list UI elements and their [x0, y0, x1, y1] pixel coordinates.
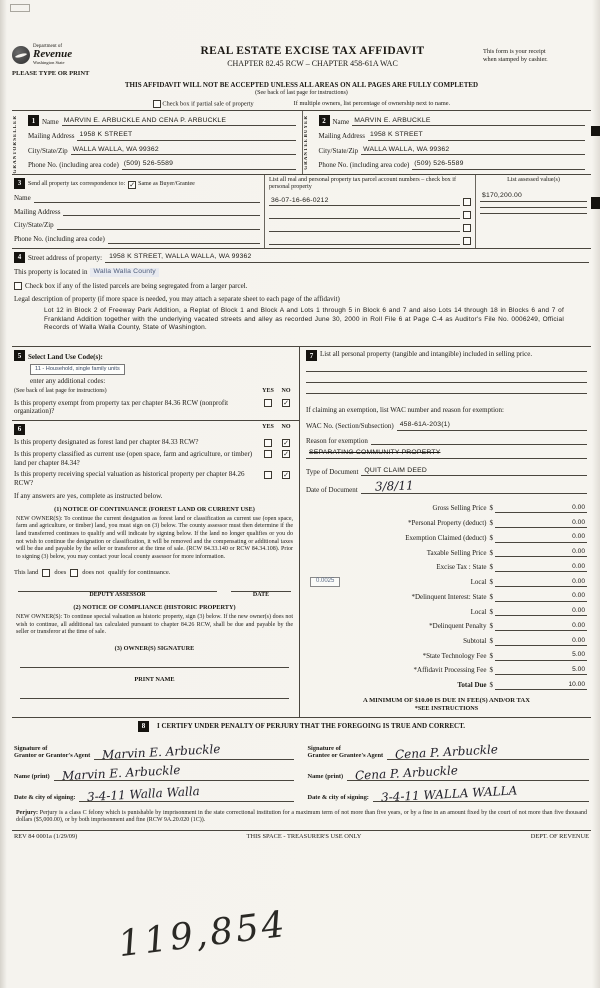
personal-property-line[interactable]	[306, 382, 587, 383]
scan-artifact	[10, 4, 30, 12]
historic-yes-checkbox[interactable]	[264, 471, 272, 479]
dollar-sign: $	[489, 548, 493, 557]
partial-sale-checkbox[interactable]	[153, 100, 161, 108]
state-technology-fee-label: *State Technology Fee	[422, 651, 487, 660]
delinquent-interest-local-label: Local	[470, 607, 487, 616]
date-label: DATE	[252, 591, 270, 598]
gross-selling-price-value: 0.00	[572, 503, 585, 511]
perjury-text: Perjury is a class C felony which is punishable by imprisonment in the state correctional institution for a maximum term of not more than five years, or by a fine in an amount fixed by the court of not more than five thousand dollars ($5,000.00), or by both imprisonment and fine (RCW 9A.20.020 (1C)).	[16, 809, 587, 824]
subtotal-label: Subtotal	[463, 637, 487, 646]
grantor-signature-field[interactable]	[94, 741, 293, 762]
grantee-date-city-label: Date & city of signing:	[307, 794, 369, 802]
personal-property-deduct-field[interactable]	[495, 518, 587, 528]
delinquent-penalty-field[interactable]	[495, 621, 587, 631]
dollar-sign: $	[489, 607, 493, 616]
personal-property-line[interactable]	[306, 393, 587, 394]
forest-yes-checkbox[interactable]	[264, 439, 272, 447]
dollar-sign: $	[489, 651, 493, 660]
partial-sale-option	[153, 100, 254, 108]
historic-no-checkbox[interactable]	[282, 471, 290, 479]
print-name-heading: PRINT NAME	[134, 675, 175, 683]
excise-tax-local-label: Local	[470, 578, 487, 587]
see-back-note-5: (See back of last page for instructions)	[14, 388, 107, 395]
section1-number: 1	[28, 115, 39, 126]
notice-compliance-title: (2) NOTICE OF COMPLIANCE (HISTORIC PROPERTY)	[73, 604, 236, 612]
same-as-buyer-checkbox[interactable]	[128, 181, 136, 189]
no-header: NO	[281, 424, 291, 431]
excise-tax-local-field[interactable]	[495, 577, 587, 587]
registration-mark	[591, 126, 600, 136]
located-in-label: This property is located in	[14, 267, 88, 276]
assessed-value-field[interactable]	[480, 213, 587, 214]
personal-property-checkbox-1[interactable]	[463, 198, 471, 206]
street-address-field[interactable]: 1958 K STREET, WALLA WALLA, WA 99362	[105, 253, 255, 262]
logo-name-text: Revenue	[33, 48, 73, 61]
subtotal-field[interactable]	[495, 636, 587, 646]
form-header	[12, 44, 591, 78]
corr-name-field[interactable]	[34, 202, 260, 203]
section5-number: 5	[14, 350, 25, 361]
deputy-assessor-label: DEPUTY ASSESSOR	[89, 591, 146, 598]
grantor-date-city-label: Date & city of signing:	[14, 794, 76, 802]
grantor-date-city-handwriting: 3-4-11 Walla Walla	[87, 783, 201, 804]
grantee-print-name-label: Name (print)	[307, 773, 344, 781]
parties-section	[12, 110, 591, 173]
grantor-signature-label	[14, 745, 90, 760]
segregated-label: Check box if any of the listed parcels are being segregated from a larger parcel.	[25, 281, 248, 290]
buyer-phone-label: Phone No. (including area code)	[318, 161, 410, 170]
seller-city-field[interactable]: WALLA WALLA, WA 99362	[71, 146, 296, 155]
buyer-mailing-field[interactable]: 1958 K STREET	[368, 131, 585, 140]
delinquent-penalty-value: 0.00	[572, 621, 585, 629]
excise-tax-local-value: 0.00	[572, 577, 585, 585]
buyer-mailing-label: Mailing Address	[318, 132, 365, 141]
land-use-section	[12, 347, 299, 421]
grantee-date-city-field[interactable]	[373, 783, 589, 805]
same-as-buyer-label: Same as Buyer/Grantee	[138, 181, 195, 188]
check-mark: ✓	[129, 180, 136, 189]
section8-number: 8	[138, 721, 149, 732]
corr-mailing-field[interactable]	[63, 215, 260, 216]
current-use-no-checkbox[interactable]	[282, 450, 290, 458]
does-label: does	[54, 568, 67, 576]
doc-date-label: Date of Document	[306, 485, 358, 494]
grantor-date-city-field[interactable]	[79, 783, 293, 804]
additional-codes-label: enter any additional codes:	[30, 377, 106, 386]
buyer-word: BUYER	[303, 115, 309, 138]
grantor-signature-label-line2: Grantor or Grantor's Agent	[14, 752, 91, 760]
reason-exemption-label: Reason for exemption	[306, 436, 368, 445]
grantee-signature-label	[308, 745, 384, 760]
exemption-claimed-value: 0.00	[572, 533, 585, 541]
treasurer-use-label: THIS SPACE - TREASURER'S USE ONLY	[246, 833, 362, 841]
completion-warning: THIS AFFIDAVIT WILL NOT BE ACCEPTED UNLESS ALL AREAS ON ALL PAGES ARE FULLY COMPLETED	[124, 80, 479, 89]
excise-tax-state-value: 0.00	[572, 562, 585, 570]
logo-sub-text: Washington State	[33, 60, 65, 66]
gross-selling-price-field[interactable]	[495, 503, 587, 513]
seller-phone-field[interactable]: (509) 526-5589	[122, 160, 296, 169]
grantee-signature-label-line1: Signature of	[307, 744, 341, 752]
current-use-question: Is this property classified as current use (open space, farm and agriculture, or timber) land per chapter 84.34?	[14, 449, 253, 467]
grantee-date-city-handwriting: 3-4-11 WALLA WALLA	[380, 783, 518, 805]
legal-description-label: Legal description of property (if more space is needed, you may attach a separate sheet to each page of the affidavit)	[14, 295, 340, 304]
tax-correspondence-section	[12, 174, 591, 248]
gross-selling-price-label: Gross Selling Price	[432, 504, 487, 513]
exempt-yes-checkbox[interactable]	[264, 399, 272, 407]
form-subtitle: CHAPTER 82.45 RCW – CHAPTER 458-61A WAC	[227, 59, 398, 69]
multiple-owners-note: If multiple owners, list percentage of ownership next to name.	[293, 100, 451, 108]
logo-dept-text: Department of	[33, 44, 63, 49]
buyer-city-field[interactable]: WALLA WALLA, WA 99362	[361, 146, 585, 155]
yes-header: YES	[262, 424, 274, 431]
taxable-selling-price-field[interactable]	[495, 547, 587, 557]
seller-phone-label: Phone No. (including area code)	[28, 161, 119, 170]
grantee-print-name-handwriting: Cena P. Arbuckle	[354, 762, 459, 783]
corr-phone-field[interactable]	[108, 243, 260, 244]
delinquent-interest-local-field[interactable]	[495, 606, 587, 616]
land-use-code-select[interactable]: 11 - Household, single family units	[30, 364, 125, 375]
grantee-print-name-field[interactable]	[347, 762, 589, 783]
total-due-field[interactable]	[495, 680, 587, 690]
segregated-checkbox[interactable]	[14, 282, 22, 290]
print-name-line[interactable]	[20, 698, 289, 699]
reason-exemption-line[interactable]	[371, 444, 587, 445]
local-tax-rate-box: 0.0025	[310, 577, 340, 587]
delinquent-interest-state-label: *Delinquent Interest: State	[411, 592, 487, 601]
seller-name-field[interactable]: MARVIN E. ARBUCKLE AND CENA P. ARBUCKLE	[62, 117, 296, 126]
see-instructions-note: *SEE INSTRUCTIONS	[414, 705, 479, 713]
yes-header: YES	[262, 388, 274, 395]
land-use-title: Select Land Use Code(s):	[28, 352, 103, 361]
if-yes-note: If any answers are yes, complete as instructed below.	[14, 491, 163, 500]
dollar-sign: $	[489, 681, 493, 690]
excise-tax-table	[306, 498, 587, 690]
assessed-value-field[interactable]	[480, 207, 587, 208]
exemption-claimed-label: Exemption Claimed (deduct)	[405, 533, 487, 542]
parcel-number-field[interactable]	[269, 231, 460, 232]
assessed-value-field[interactable]: $170,200.00	[480, 192, 587, 201]
dollar-sign: $	[489, 504, 493, 513]
corr-city-label: City/State/Zip	[14, 221, 54, 230]
revenue-logo-icon	[12, 46, 30, 64]
check-mark: ✓	[283, 438, 289, 447]
section4-number: 4	[14, 252, 25, 263]
grantor-signature-label-line1: Signature of	[14, 744, 48, 752]
form-title: REAL ESTATE EXCISE TAX AFFIDAVIT	[200, 45, 425, 57]
registration-mark	[591, 197, 600, 209]
buyer-side-label	[304, 115, 309, 169]
seller-grantor-block	[12, 111, 302, 173]
grantor-print-name-handwriting: Marvin E. Arbuckle	[61, 762, 181, 783]
dollar-sign: $	[489, 637, 493, 646]
corr-phone-label: Phone No. (including area code)	[14, 235, 105, 244]
notice-continuance-title: (1) NOTICE OF CONTINUANCE (FOREST LAND OR CURRENT USE)	[54, 505, 255, 513]
buyer-name-field[interactable]: MARVIN E. ARBUCKLE	[352, 117, 585, 126]
parcel-numbers-header: List all real and personal property tax parcel account numbers – check box if personal property	[269, 176, 456, 191]
section2-number: 2	[319, 115, 330, 126]
corr-mailing-label: Mailing Address	[14, 207, 61, 216]
street-address-label: Street address of property:	[28, 254, 103, 263]
certification-section	[12, 718, 591, 825]
excise-tax-state-label: Excise Tax : State	[436, 563, 487, 572]
corr-name-label: Name	[14, 193, 31, 202]
buyer-name-label: Name	[332, 117, 350, 126]
corr-city-field[interactable]	[57, 229, 260, 230]
partial-sale-label: Check box if partial sale of property	[162, 100, 254, 108]
seller-side-label	[13, 115, 18, 173]
affidavit-processing-fee-label: *Affidavit Processing Fee	[413, 666, 487, 675]
doc-type-field[interactable]: QUIT CLAIM DEED	[361, 467, 587, 476]
handwritten-receipt-number: 119,854	[116, 903, 290, 966]
does-not-label: does not	[82, 568, 105, 576]
personal-property-section	[300, 347, 591, 716]
personal-property-line[interactable]	[306, 371, 587, 372]
receipt-note	[483, 44, 591, 63]
section7-number: 7	[306, 350, 317, 361]
certify-statement: I CERTIFY UNDER PENALTY OF PERJURY THAT THE FOREGOING IS TRUE AND CORRECT.	[156, 722, 465, 731]
correspondence-label: Send all property tax correspondence to:	[28, 181, 126, 188]
seller-word: SELLER	[13, 115, 18, 142]
dollar-sign: $	[489, 533, 493, 542]
taxable-selling-price-label: Taxable Selling Price	[426, 548, 487, 557]
seller-city-label: City/State/Zip	[28, 146, 68, 155]
state-technology-fee-field[interactable]	[495, 650, 587, 660]
dollar-sign: $	[489, 622, 493, 631]
does-checkbox[interactable]	[42, 569, 50, 577]
see-back-note: (See back of last page for instructions)	[255, 89, 348, 96]
buyer-phone-field[interactable]: (509) 526-5589	[412, 160, 585, 169]
dollar-sign: $	[489, 592, 493, 601]
notice-compliance-text: NEW OWNER(S): To continue special valuation as historic property, sign (3) below. If the new owner(s) does not wish to continue, all additional tax calculated pursuant to chapter 84.26 RCW, shall be due and payable by the seller or transferor at the time of sale.	[16, 614, 293, 636]
excise-tax-state-field[interactable]	[495, 562, 587, 572]
forest-no-checkbox[interactable]	[282, 439, 290, 447]
exemption-claimed-field[interactable]	[495, 532, 587, 542]
lower-columns	[12, 346, 591, 717]
form-footer	[12, 830, 591, 841]
buyer-city-label: City/State/Zip	[318, 146, 359, 155]
personal-property-label: List all personal property (tangible and intangible) included in selling price.	[320, 350, 533, 359]
notice-continuance-text: NEW OWNER(S): To continue the current designation as forest land or classification as current use (open space, farm and agriculture, or timber) land, you must sign on (3) below. The county assessor must then determine if the land transferred continues to qualify and will indicate by signing below. If the land no longer qualifies or you do not wish to continue the designation or classification, it will be removed and the compensating or additional taxes will be due and payable by the seller or transferor at the time of sale. (RCW 84.33.140 or RCW 84.34.108). Prior to signing (3) below, you may contact your local county assessor for more information.	[16, 515, 293, 560]
personal-property-checkbox-3[interactable]	[463, 224, 471, 232]
grantee-signature-block	[302, 736, 590, 805]
grantor-signature-handwriting: Marvin E. Arbuckle	[101, 741, 222, 762]
section6-number: 6	[14, 424, 25, 435]
check-mark: ✓	[283, 470, 289, 479]
affidavit-processing-fee-value: 5.00	[572, 666, 585, 673]
personal-property-deduct-label: *Personal Property (deduct)	[407, 519, 487, 528]
reason-exemption-field[interactable]: SEPARATING COMMUNITY PROPERTY	[306, 449, 587, 458]
grantee-signature-handwriting: Cena P. Arbuckle	[394, 741, 499, 762]
parcel-number-field[interactable]: 36-07-16-66-0212	[269, 197, 460, 206]
historic-question: Is this property receiving special valuation as historical property per chapter 84.26 RCW?	[14, 470, 245, 488]
parcel-number-field[interactable]	[269, 244, 460, 245]
delinquent-interest-state-value: 0.00	[572, 592, 585, 600]
parcel-number-field[interactable]	[269, 218, 460, 219]
wac-number-field[interactable]: 458-61A-203(1)	[397, 421, 587, 430]
doc-type-label: Type of Document	[306, 467, 359, 476]
qualify-label: qualify for continuance.	[108, 568, 171, 576]
dor-logo	[12, 44, 142, 78]
doc-date-field[interactable]	[361, 478, 587, 495]
delinquent-interest-state-field[interactable]	[495, 591, 587, 601]
seller-name-label: Name	[42, 117, 59, 126]
perjury-label: Perjury:	[16, 809, 38, 816]
personal-property-deduct-value: 0.00	[572, 518, 585, 526]
type-or-print-note: PLEASE TYPE OR PRINT	[12, 69, 90, 77]
wac-number-label: WAC No. (Section/Subsection)	[306, 421, 394, 430]
grantee-word: GRANTEE	[303, 137, 309, 170]
state-technology-fee-value: 5.00	[572, 651, 585, 659]
receipt-note-line1: This form is your receipt	[483, 48, 546, 55]
owner-signature-line[interactable]	[20, 667, 289, 668]
this-land-label: This land	[14, 568, 39, 576]
seller-mailing-label: Mailing Address	[28, 132, 75, 141]
dollar-sign: $	[489, 578, 493, 587]
assessed-value-header: List assessed value(s)	[507, 176, 560, 183]
grantee-signature-field[interactable]	[387, 741, 589, 762]
section3-number: 3	[14, 178, 25, 189]
dollar-sign: $	[489, 563, 493, 572]
county-field[interactable]: Walla Walla County	[90, 268, 158, 276]
grantee-signature-label-line2: Grantee or Grantee's Agent	[307, 752, 384, 760]
current-use-yes-checkbox[interactable]	[264, 450, 272, 458]
seller-mailing-field[interactable]: 1958 K STREET	[77, 131, 295, 140]
doc-date-handwriting: 3/8/11	[374, 478, 414, 495]
check-mark: ✓	[283, 450, 289, 459]
exemption-intro: If claiming an exemption, list WAC number and reason for exemption:	[306, 406, 504, 415]
exempt-no-checkbox[interactable]	[282, 399, 290, 407]
personal-property-checkbox-4[interactable]	[463, 237, 471, 245]
total-due-label: Total Due	[457, 681, 487, 690]
dept-of-revenue-label: DEPT. OF REVENUE	[530, 833, 589, 841]
exempt-question: Is this property exempt from property tax per chapter 84.36 RCW (nonprofit organization)?	[14, 398, 229, 416]
grantor-print-name-label: Name (print)	[14, 773, 50, 781]
owners-signature-heading: (3) OWNER(S) SIGNATURE	[114, 645, 195, 653]
taxable-selling-price-value: 0.00	[572, 548, 585, 556]
no-header: NO	[281, 388, 291, 395]
total-due-value: 10.00	[568, 680, 585, 688]
receipt-note-line2: when stamped by cashier.	[483, 55, 548, 63]
grantor-signature-block	[14, 736, 302, 802]
delinquent-penalty-label: *Delinquent Penalty	[429, 622, 487, 631]
delinquent-interest-local-value: 0.00	[572, 607, 585, 615]
affidavit-processing-fee-field[interactable]	[495, 665, 587, 675]
forest-land-question: Is this property designated as forest land per chapter 84.33 RCW?	[14, 438, 199, 447]
perjury-notice	[14, 810, 589, 826]
buyer-grantee-block	[302, 111, 592, 173]
minimum-fee-note: A MINIMUM OF $10.00 IS DUE IN FEE(S) AND/OR TAX	[363, 696, 530, 704]
grantor-word: GRANTOR	[13, 141, 18, 174]
check-mark: ✓	[283, 399, 289, 408]
grantor-print-name-field[interactable]	[54, 762, 294, 783]
dollar-sign: $	[489, 519, 493, 528]
personal-property-checkbox-2[interactable]	[463, 211, 471, 219]
subtotal-value: 0.00	[572, 636, 585, 644]
does-not-checkbox[interactable]	[70, 569, 78, 577]
legal-description-text: Lot 12 in Block 2 of Freeway Park Addition, a Replat of Block 1 and Block A and Lots 1 through 5 in Block 6 and 7 and also Lots 14 through 18 in Blocks 6 and 7 of Frankland Addition together with the underlying vacated streets and alley as recorded June 30, 2000 in Roll File 6 at Page C-4 as Auditor's File No. 0006249, Official Records of Walla Walla County, State of Washington.	[44, 307, 564, 332]
street-address-extra-line[interactable]	[256, 262, 589, 263]
land-designation-section	[12, 421, 299, 705]
dollar-sign: $	[489, 666, 493, 675]
property-location-section	[12, 248, 591, 339]
form-number: REV 84 0001a (1/29/09)	[14, 833, 78, 841]
